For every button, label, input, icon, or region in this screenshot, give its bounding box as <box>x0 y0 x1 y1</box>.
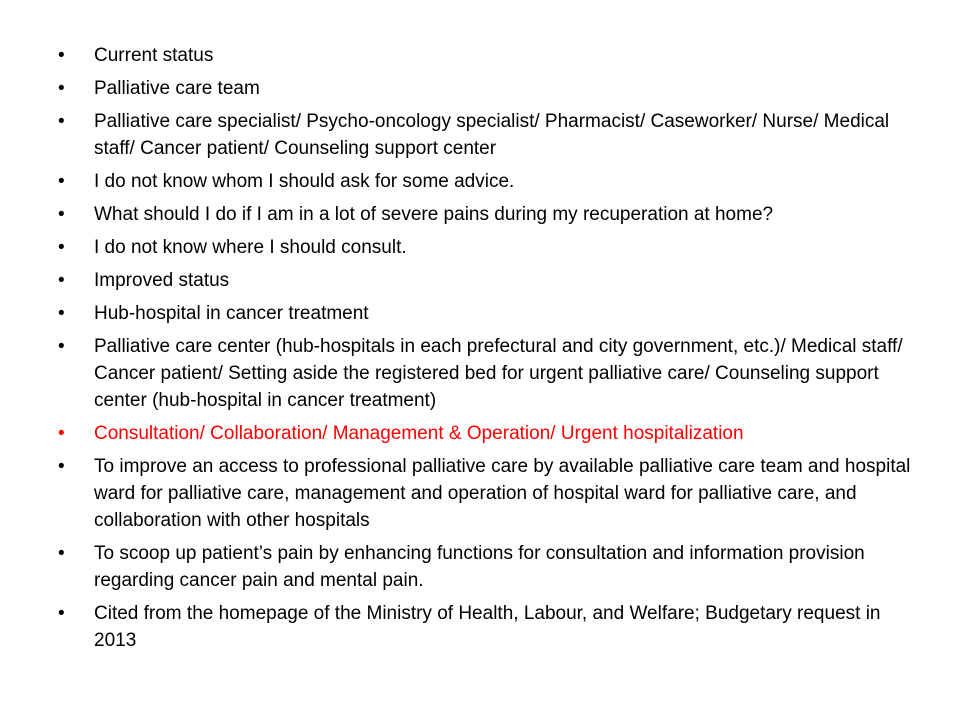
bullet-item-whom-to-ask <box>58 168 918 195</box>
bullet-item-severe-pains <box>58 201 918 228</box>
bullet-text: Palliative care specialist/ Psycho-oncology specialist/ Pharmacist/ Caseworker/ Nurse/ Medical staff/ Cancer patient/ Counseling support center <box>94 111 890 159</box>
bullet-text: Consultation/ Collaboration/ Management & Operation/ Urgent hospitalization <box>94 423 744 444</box>
bullet-item-improved-status <box>58 267 918 294</box>
bullet-dot-icon: • <box>58 45 65 66</box>
bullet-dot-icon: • <box>58 543 65 564</box>
bullet-item-current-status <box>58 42 918 69</box>
bullet-item-palliative-care-center <box>58 333 918 414</box>
bullet-dot-icon: • <box>58 336 65 357</box>
bullet-text: I do not know whom I should ask for some advice. <box>94 171 515 192</box>
bullet-dot-icon: • <box>58 78 65 99</box>
bullet-text: What should I do if I am in a lot of severe pains during my recuperation at home? <box>94 204 774 225</box>
bullet-list <box>58 42 918 660</box>
bullet-dot-icon: • <box>58 423 65 444</box>
bullet-item-scoop-up-pain <box>58 540 918 594</box>
bullet-dot-icon: • <box>58 111 65 132</box>
bullet-text: I do not know where I should consult. <box>94 237 407 258</box>
bullet-item-team-members <box>58 108 918 162</box>
bullet-item-citation <box>58 600 918 654</box>
bullet-dot-icon: • <box>58 456 65 477</box>
bullet-dot-icon: • <box>58 603 65 624</box>
bullet-item-consultation-highlight <box>58 420 918 447</box>
bullet-dot-icon: • <box>58 204 65 225</box>
bullet-text: Palliative care team <box>94 78 260 99</box>
bullet-text: Palliative care center (hub-hospitals in each prefectural and city government, etc.)/ Medical staff/ Cancer patient/ Setting aside the registered bed for urgent palliative care/ Counseling support center (hub-hospital in cancer treatment) <box>94 336 903 411</box>
bullet-dot-icon: • <box>58 237 65 258</box>
bullet-item-hub-hospital <box>58 300 918 327</box>
bullet-text: Improved status <box>94 270 230 291</box>
bullet-text: Cited from the homepage of the Ministry of Health, Labour, and Welfare; Budgetary request in 2013 <box>94 603 881 651</box>
bullet-item-where-to-consult <box>58 234 918 261</box>
bullet-text: Current status <box>94 45 214 66</box>
bullet-text: To improve an access to professional palliative care by available palliative care team and hospital ward for palliative care, management and operation of hospital ward for palliative care, and collaboration with other hospitals <box>94 456 911 531</box>
bullet-item-improve-access <box>58 453 918 534</box>
bullet-dot-icon: • <box>58 303 65 324</box>
bullet-text: To scoop up patient’s pain by enhancing functions for consultation and information provision regarding cancer pain and mental pain. <box>94 543 865 591</box>
bullet-text: Hub-hospital in cancer treatment <box>94 303 369 324</box>
bullet-dot-icon: • <box>58 270 65 291</box>
bullet-item-palliative-care-team <box>58 75 918 102</box>
bullet-dot-icon: • <box>58 171 65 192</box>
